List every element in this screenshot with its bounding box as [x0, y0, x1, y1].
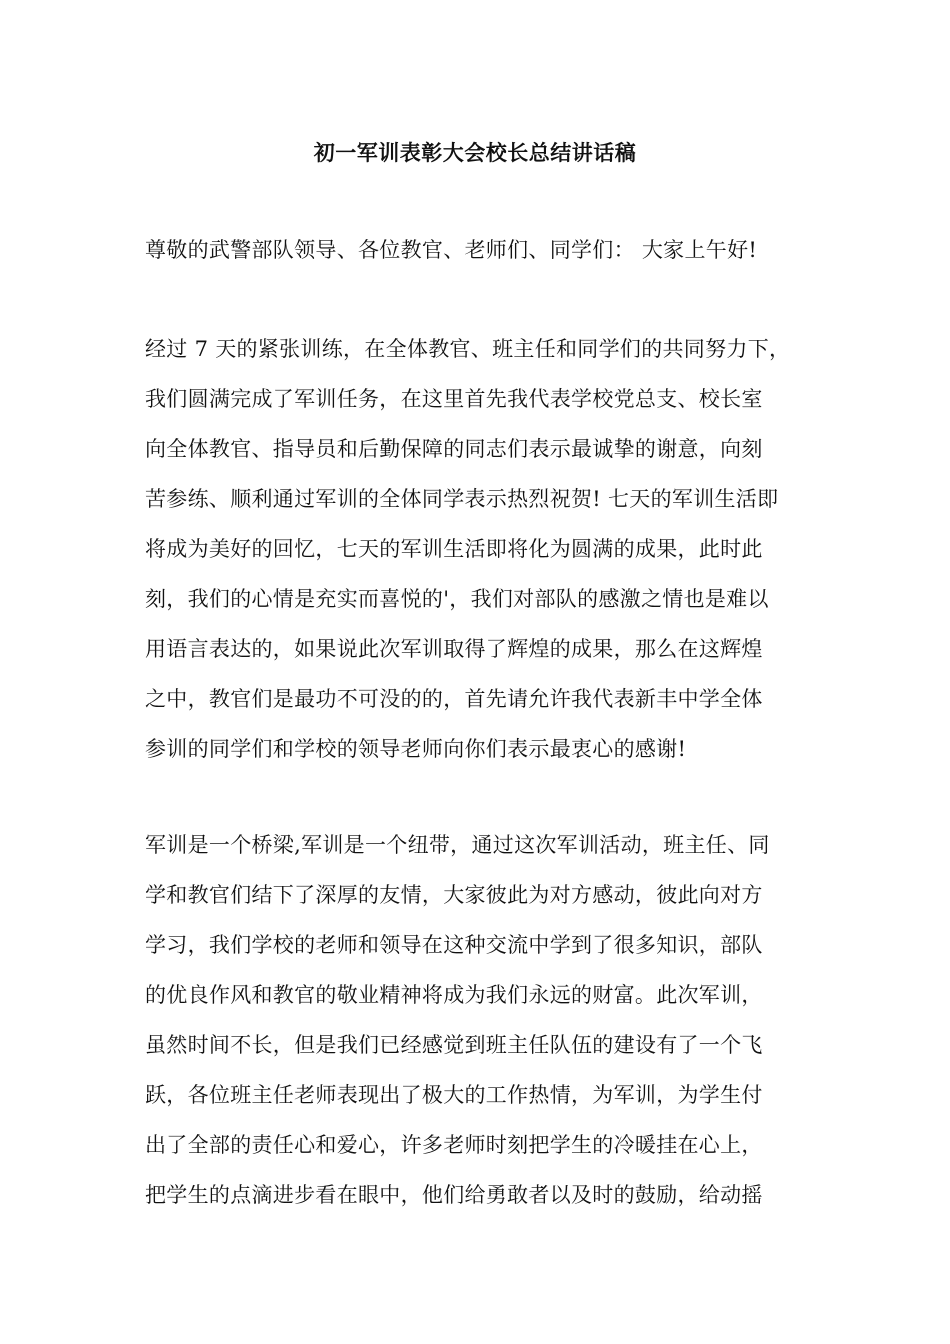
paragraph-line: 虽然时间不长，但是我们已经感觉到班主任队伍的建设有了一个飞: [145, 1033, 763, 1057]
paragraph-line: 的优良作风和教官的敬业精神将成为我们永远的财富。此次军训，: [145, 983, 763, 1007]
paragraph-line: 之中，教官们是最功不可没的的，首先请允许我代表新丰中学全体: [145, 687, 763, 711]
paragraph-line: 学和教官们结下了深厚的友情，大家彼此为对方感动，彼此向对方: [145, 883, 763, 907]
paragraph-line: 把学生的点滴进步看在眼中，他们给勇敢者以及时的鼓励，给动摇: [145, 1183, 763, 1207]
paragraph-line: 跃，各位班主任老师表现出了极大的工作热情，为军训，为学生付: [145, 1083, 763, 1107]
paragraph-line: 刻，我们的心情是充实而喜悦的'，我们对部队的感激之情也是难以: [145, 587, 769, 611]
body-paragraph-1: [145, 324, 817, 774]
paragraph-line: 苦参练、顺利通过军训的全体同学表示热烈祝贺! 七天的军训生活即: [145, 487, 779, 511]
paragraph-line: 用语言表达的，如果说此次军训取得了辉煌的成果，那么在这辉煌: [145, 637, 763, 661]
paragraph-line: 将成为美好的回忆，七天的军训生活即将化为圆满的成果，此时此: [145, 537, 763, 561]
paragraph-line: 出了全部的责任心和爱心，许多老师时刻把学生的冷暖挂在心上，: [145, 1133, 763, 1157]
greeting-line: 尊敬的武警部队领导、各位教官、老师们、同学们： 大家上午好!: [145, 238, 758, 262]
greeting-paragraph: [145, 225, 817, 275]
paragraph-line: 参训的同学们和学校的领导老师向你们表示最衷心的感谢!: [145, 737, 687, 761]
paragraph-line: 军训是一个桥梁,军训是一个纽带，通过这次军训活动，班主任、同: [145, 833, 770, 857]
document-title: 初一军训表彰大会校长总结讲话稿: [313, 140, 637, 165]
body-paragraph-2: [145, 820, 817, 1220]
paragraph-line: 向全体教官、指导员和后勤保障的同志们表示最诚挚的谢意，向刻: [145, 437, 763, 461]
paragraph-line: 我们圆满完成了军训任务，在这里首先我代表学校党总支、校长室: [145, 387, 763, 411]
paragraph-line: 经过 7 天的紧张训练，在全体教官、班主任和同学们的共同努力下，: [145, 337, 791, 361]
paragraph-line: 学习，我们学校的老师和领导在这种交流中学到了很多知识，部队: [145, 933, 763, 957]
